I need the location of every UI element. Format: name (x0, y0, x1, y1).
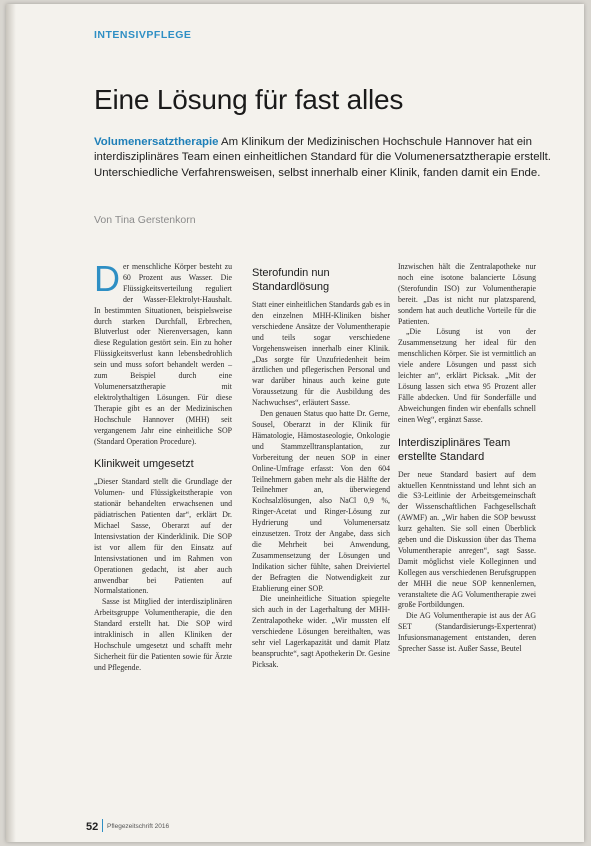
article-title: Eine Lösung für fast alles (94, 84, 404, 115)
paragraph: Die AG Volumentherapie ist aus der AG SET (Standardisierungs-Expertenrat) Infusionsmanagement entstanden, deren Sprecher Sasse ist. Außer Sasse, Beutel (398, 611, 536, 654)
section-label: INTENSIVPFLEGE (94, 29, 192, 41)
subheading: Interdisziplinäres Team erstellte Standard (398, 436, 511, 463)
article-author: Von Tina Gerstenkorn (94, 214, 196, 226)
paragraph (94, 258, 232, 447)
lead-text: Am Klinikum der Medizinischen Hochschule Hannover hat ein interdisziplinäres Team einen einheitlichen Standard für die Volumenersatztherapie erstellt. Unterschiedliche Verfahrensweisen, selbst innerhalb einer Klinik, fanden damit ein Ende. (94, 136, 551, 179)
magazine-page (6, 4, 584, 842)
paragraph: Die uneinheitliche Situation spiegelte sich auch in der Lagerhaltung der MHH-Zentralapotheke wider. „Wir mussten elf verschiedene Lösungen bereithalten, was sehr viel Lagerkapazität und damit Platz beanspruchte“, sagt Apothekerin Dr. Gesine Picksak. (252, 594, 390, 669)
paragraph: „Dieser Standard stellt die Grundlage der Volumen- und Flüssigkeitstherapie von stationär behandelten erwachsenen und pädiatrischen Patienten dar“, erklärt Dr. Michael Sasse, Oberarzt auf der Intensivstation der Kinderklinik. Die SOP ist vor allem für den Einsatz auf Intensivstationen und im Rahmen von Operationen gedacht, ist aber auch anwendbar bei Patienten auf Normalstationen. (94, 477, 232, 596)
page-gutter (6, 4, 16, 842)
paragraph: Den genauen Status quo hatte Dr. Gerne, Sousel, Oberarzt in der Klinik für Hämatologie, Hämostaseologie, Onkologie und Stammzelltransplantation, zur Vorbereitung der neuen SOP in einer Online-Umfrage erfasst: Von den 604 Teilnehmern gaben mehr als die Hälfte der Teilnehmer an, überwiegend Kochsalzlösungen, also NaCl 0,9 %, Ringer-Acetat und Ringer-Lösung zur Hydrierung und Volumenersatz einzusetzen. Trotz der Angabe, dass sich die Mehrheit bei Anwendung, Zusammensetzung der Lösungen und Indikation sicher fühlte, sahen Dreiviertel der Befragten die Notwendigkeit zur Etablierung einer SOP. (252, 409, 390, 593)
paragraph: Sasse ist Mitglied der interdisziplinären Arbeitsgruppe Volumentherapie, die den Standard erstellt hat. Die SOP wird intraklinisch in allen Kliniken der Hochschule umgesetzt und schafft mehr Sicherheit für die Patienten sowie für Ärzte und Pflegende. (94, 597, 232, 672)
text-column-2 (252, 266, 390, 671)
paragraph: „Die Lösung ist von der Zusammensetzung her ideal für den menschlichen Körper. Sie ist vermittlich an viele andere Lösungen und passt sich leichter an“, erklärt Picksak. „Mit der Lösung lassen sich etwa 95 Prozent aller Fälle abdecken. Und für Sonderfälle und Abweichungen finden wir ebenfalls schnell einen Weg“, ergänzt Sasse. (398, 327, 536, 424)
subheading: Sterofundin nun Standardlösung (252, 267, 330, 293)
article-lead (94, 135, 564, 181)
text-column-3 (398, 262, 536, 655)
page-number: 52 (86, 821, 99, 833)
text-column-1 (94, 258, 232, 674)
folio-divider (102, 819, 103, 832)
lead-keyword: Volumenersatztherapie (94, 136, 219, 148)
paragraph: Inzwischen hält die Zentralapotheke nur noch eine isotone balancierte Lösung (Sterofundin ISO) zur Volumentherapie bereit. „Das ist nicht nur platzsparend, sondern hat auch deutliche Vorteile für die Patienten. (398, 262, 536, 326)
paragraph: Statt einer einheitlichen Standards gab es in den einzelnen MHH-Kliniken bisher verschiedene Ansätze der Volumentherapie und teils sogar verschiedene Vorgehensweisen innerhalb einer Klinik. „Das sorgte für Unzufriedenheit beim ärztlichen und pflegerischen Personal und war darüber hinaus auch keine gute Voraussetzung für die Ausbildung des Nachwuchses“, erläutert Sasse. (252, 300, 390, 408)
magazine-name: Pflegezeitschrift 2016 (107, 823, 170, 830)
drop-cap: D (94, 258, 120, 299)
paragraph-text: er menschliche Körper besteht zu 60 Prozent aus Wasser. Die Flüssigkeitsverteilung reguliert der Wasser-Elektrolyt-Haushalt. In bestimmten Situationen, beispielsweise durch starken Durchfall, Erbrechen, Blutverlust oder Nierenversagen, kann diese Regulation gestört sein. Ein zu hoher Flüssigkeitsverlust kann lebensbedrohlich sein und muss sofort behandelt werden – zum Beispiel durch eine Volumenersatztherapie mit elektrolythaltigen Lösungen. Für diese Therapie gibt es an der Medizinischen Hochschule Hannover (MHH) seit vergangenem Jahr eine einheitliche SOP (Standard Operation Procedure). (94, 262, 232, 446)
paragraph: Der neue Standard basiert auf dem aktuellen Kenntnisstand und lehnt sich an die S3-Leitlinie der Arbeitsgemeinschaft der Wissenschaftlichen Fachgesellschaft (AWMF) an. „Wir haben die SOP bewusst kurz gehalten. Sie soll einen Überblick geben und die Diskussion über das Thema Volumentherapie anregen“, sagt Sasse. Damit möglichst viele Kolleginnen und Kollegen aus verschiedenen Berufsgruppen der MHH die neue SOP kennenlernen, veranstaltete die AG Volumentherapie zwei große Fortbildungen. (398, 469, 536, 610)
subheading: Klinikweit umgesetzt (94, 458, 194, 471)
